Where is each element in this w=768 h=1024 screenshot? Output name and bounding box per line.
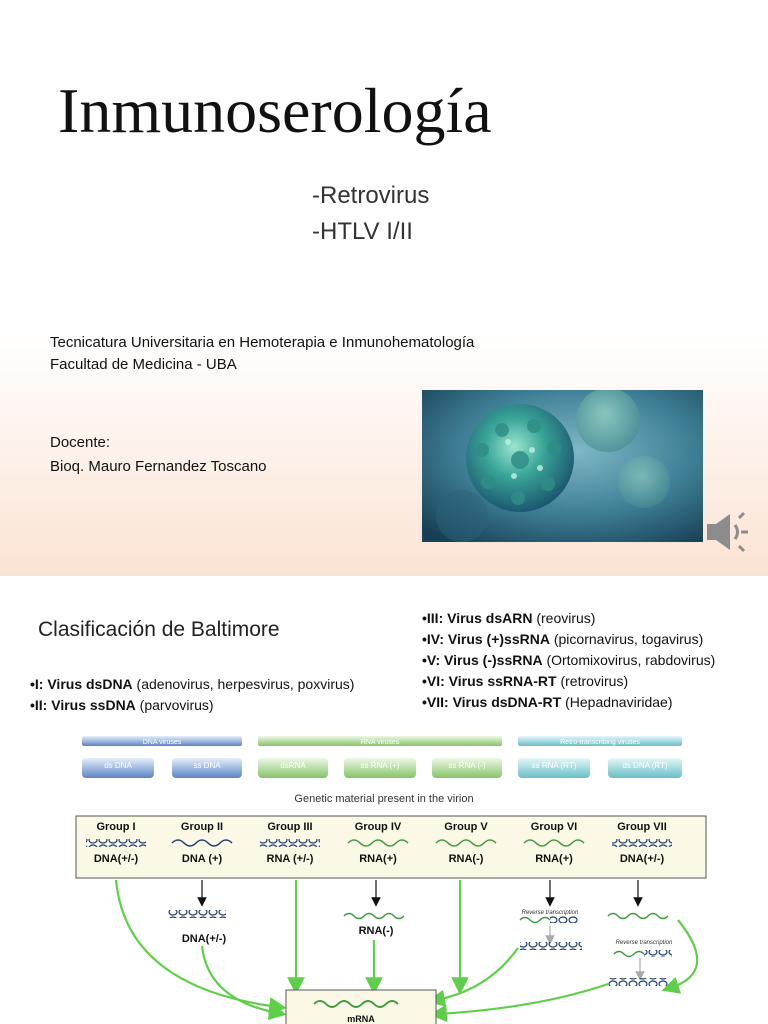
list-item: •III: Virus dsARN (reovirus) [422,610,596,626]
baltimore-diagram [68,732,716,1024]
dna-helix [612,839,672,847]
material-label: ds DNA [104,761,132,770]
group-label: Group II [180,821,224,833]
group-type: RNA (+/-) [266,853,314,865]
reverse-label: Reverse transcription [521,910,579,916]
category-label: Retro-transcribing viruses [560,739,640,746]
mrna-label: mRNA [347,1014,375,1024]
topic-item: -Retrovirus [312,182,430,209]
list-item: •V: Virus (-)ssRNA (Ortomixovirus, rabdovirus) [422,652,716,668]
green-arrow [436,948,518,1000]
category-label: DNA viruses [142,739,182,746]
virus-image [422,390,703,542]
group-label: Group VI [530,821,578,833]
green-arrow [670,920,697,988]
group-label: Group I [96,821,136,833]
group-type: RNA(-) [448,853,484,865]
material-label: dsRNA [280,761,306,770]
list-item: •VI: Virus ssRNA-RT (retrovirus) [422,673,629,689]
dna-helix [608,978,668,986]
green-arrow [202,946,278,1013]
dna-helix [644,950,672,957]
material-label: ss DNA [193,761,221,770]
group-label: Group V [444,821,488,833]
topic-list [312,178,429,250]
material-label: ds DNA (RT) [622,761,668,770]
category-label: RNA viruses [360,739,400,746]
rna-strand [614,952,644,957]
dna-helix [168,910,226,918]
group-label: Group IV [354,821,402,833]
list-item: •VII: Virus dsDNA-RT (Hepadnaviridae) [422,694,673,710]
dna-helix [520,942,582,950]
material-pills [82,758,682,778]
slide-title: Inmunoserología [58,75,492,146]
topic-item: -HTLV I/II [312,218,413,245]
group-type: RNA(+) [535,853,573,865]
teacher-info [50,431,267,479]
list-item: •I: Virus dsDNA (adenovirus, herpesvirus, poxvirus) [30,676,355,692]
material-label: ss RNA (RT) [531,761,577,770]
list-item: •IV: Virus (+)ssRNA (picornavirus, togavirus) [422,631,704,647]
classification-list [422,608,715,713]
group-type: DNA (+) [181,853,223,865]
list-item: •II: Virus ssDNA (parvovirus) [30,697,214,713]
dna-helix [86,839,146,847]
rna-strand [344,914,404,919]
teacher-name: Bioq. Mauro Fernandez Toscano [50,458,267,475]
classification-list [30,674,354,716]
group-type: RNA(+) [359,853,397,865]
dna-helix [550,916,578,923]
group-label: Group VII [617,821,667,833]
material-label: ss RNA (-) [448,761,486,770]
institution-line: Facultad de Medicina - UBA [50,356,237,373]
rna-strand [608,914,668,919]
reverse-label: Reverse transcription [615,940,673,946]
group-label: Group III [267,821,313,833]
rna-helix [260,839,320,847]
institution [50,332,474,376]
diagram-caption: Genetic material present in the virion [294,793,474,805]
intermediate-label: DNA(+/-) [181,933,227,945]
teacher-label: Docente: [50,434,111,451]
speaker-icon[interactable] [700,504,756,560]
group-type: DNA(+/-) [619,853,665,865]
baltimore-slide [0,576,768,1024]
material-label: ss RNA (+) [360,761,400,770]
group-type: DNA(+/-) [93,853,139,865]
green-arrow [438,984,608,1014]
rna-strand [520,918,550,923]
section-title: Clasificación de Baltimore [38,618,280,641]
intermediate-label: RNA(-) [358,925,394,937]
institution-line: Tecnicatura Universitaria en Hemoterapia e Inmunohematología [50,334,475,351]
